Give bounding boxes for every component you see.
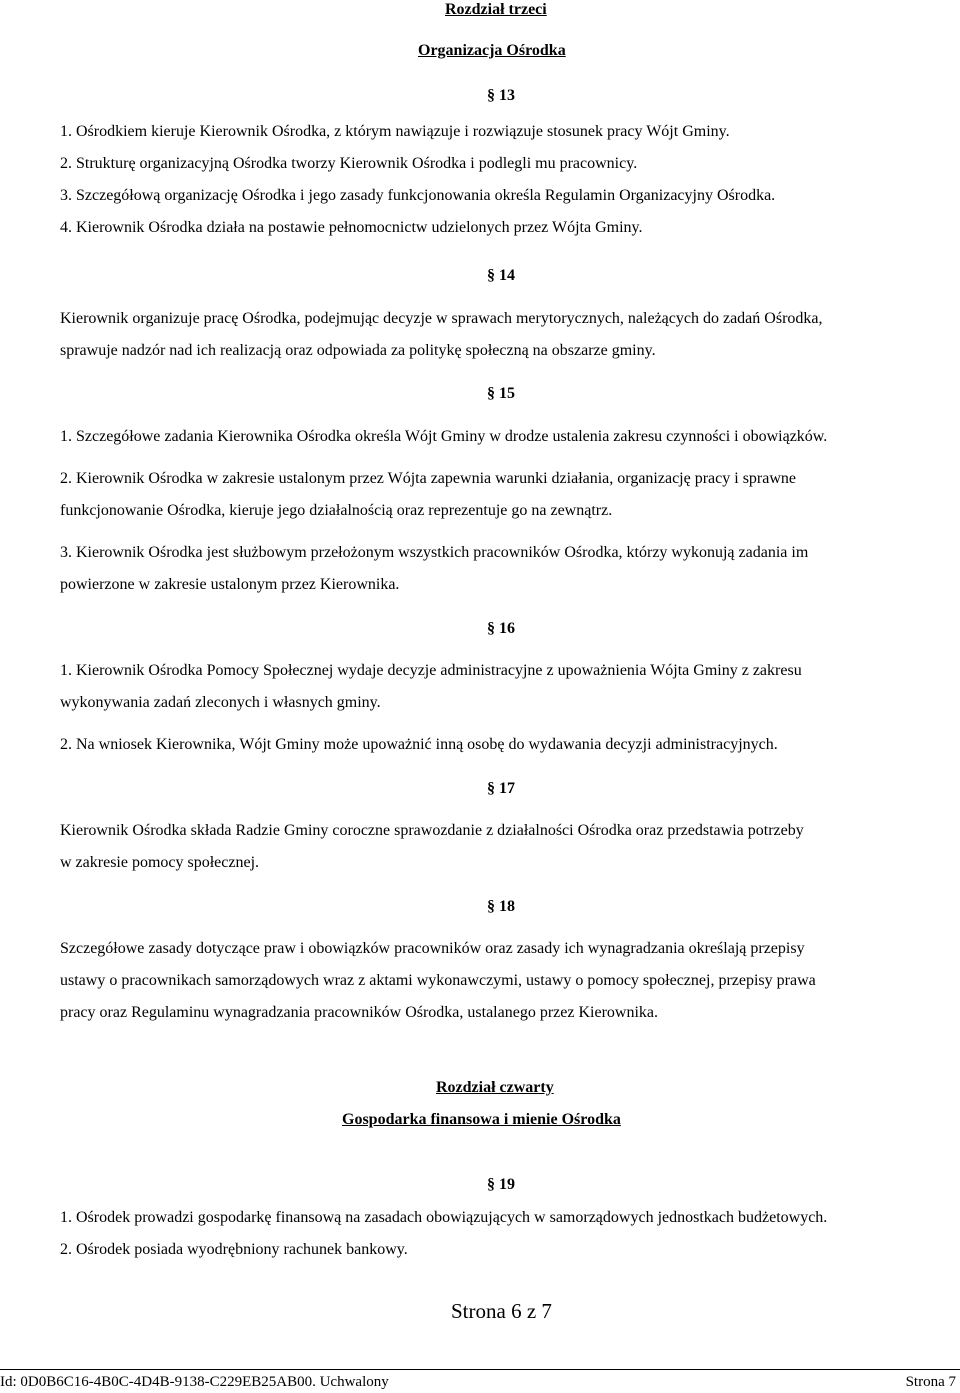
chapter-heading: Rozdział trzeci (445, 1, 547, 18)
document-footer (0, 1369, 960, 1393)
footer-page-number: Strona 7 (905, 1374, 956, 1390)
s13-item-1: 1. Ośrodkiem kieruje Kierownik Ośrodka, z którym nawiązuje i rozwiązuje stosunek pracy Wójt Gminy. (60, 123, 730, 140)
section-number-17: § 17 (487, 780, 515, 797)
s15-line-1: 1. Szczegółowe zadania Kierownika Ośrodka określa Wójt Gminy w drodze ustalenia zakresu czynności i obowiązków. (60, 428, 828, 445)
section-number-14: § 14 (487, 267, 515, 284)
s13-item-4: 4. Kierownik Ośrodka działa na postawie pełnomocnictw udzielonych przez Wójta Gminy. (60, 219, 643, 236)
s15-line-3: funkcjonowanie Ośrodka, kieruje jego działalnością oraz reprezentuje go na zewnątrz. (60, 502, 613, 519)
s18-line-3: pracy oraz Regulaminu wynagradzania pracowników Ośrodka, ustalanego przez Kierownika. (60, 1004, 658, 1021)
section-number-16: § 16 (487, 620, 515, 637)
s19-line-2: 2. Ośrodek posiada wyodrębniony rachunek bankowy. (60, 1241, 408, 1258)
s14-line-2: sprawuje nadzór nad ich realizacją oraz odpowiada za politykę społeczną na obszarze gminy. (60, 342, 656, 359)
chapter-title-4: Gospodarka finansowa i mienie Ośrodka (342, 1111, 621, 1128)
s13-item-2: 2. Strukturę organizacyjną Ośrodka tworzy Kierownik Ośrodka i podlegli mu pracownicy. (60, 155, 638, 172)
section-number-19: § 19 (487, 1176, 515, 1193)
page-number-label: Strona 6 z 7 (451, 1299, 552, 1323)
s18-line-2: ustawy o pracownikach samorządowych wraz z aktami wykonawczymi, ustawy o pomocy społecznej, przepisy prawa (60, 972, 816, 989)
s15-line-4: 3. Kierownik Ośrodka jest służbowym przełożonym wszystkich pracowników Ośrodka, którzy wykonują zadania im (60, 544, 809, 561)
chapter-title: Organizacja Ośrodka (418, 42, 566, 59)
s13-item-3: 3. Szczegółową organizację Ośrodka i jego zasady funkcjonowania określa Regulamin Organizacyjny Ośrodka. (60, 187, 776, 204)
s17-line-2: w zakresie pomocy społecznej. (60, 854, 260, 871)
s16-line-3: 2. Na wniosek Kierownika, Wójt Gminy może upoważnić inną osobę do wydawania decyzji administracyjnych. (60, 736, 778, 753)
s16-line-1: 1. Kierownik Ośrodka Pomocy Społecznej wydaje decyzje administracyjne z upoważnienia Wójta Gminy z zakresu (60, 662, 802, 679)
section-number-13: § 13 (487, 87, 515, 104)
s16-line-2: wykonywania zadań zleconych i własnych gminy. (60, 694, 381, 711)
s15-line-5: powierzone w zakresie ustalonym przez Kierownika. (60, 576, 400, 593)
s14-line-1: Kierownik organizuje pracę Ośrodka, podejmując decyzje w sprawach merytorycznych, należących do zadań Ośrodka, (60, 310, 823, 327)
document-id: Id: 0D0B6C16-4B0C-4D4B-9138-C229EB25AB00. Uchwalony (0, 1374, 389, 1390)
s17-line-1: Kierownik Ośrodka składa Radzie Gminy coroczne sprawozdanie z działalności Ośrodka oraz przedstawia potrzeby (60, 822, 804, 839)
s19-line-1: 1. Ośrodek prowadzi gospodarkę finansową na zasadach obowiązujących w samorządowych jednostkach budżetowych. (60, 1209, 828, 1226)
section-number-15: § 15 (487, 385, 515, 402)
s18-line-1: Szczegółowe zasady dotyczące praw i obowiązków pracowników oraz zasady ich wynagradzania określają przepisy (60, 940, 805, 957)
s15-line-2: 2. Kierownik Ośrodka w zakresie ustalonym przez Wójta zapewnia warunki działania, organizację pracy i sprawne (60, 470, 797, 487)
section-number-18: § 18 (487, 898, 515, 915)
chapter-heading-4: Rozdział czwarty (436, 1079, 554, 1096)
